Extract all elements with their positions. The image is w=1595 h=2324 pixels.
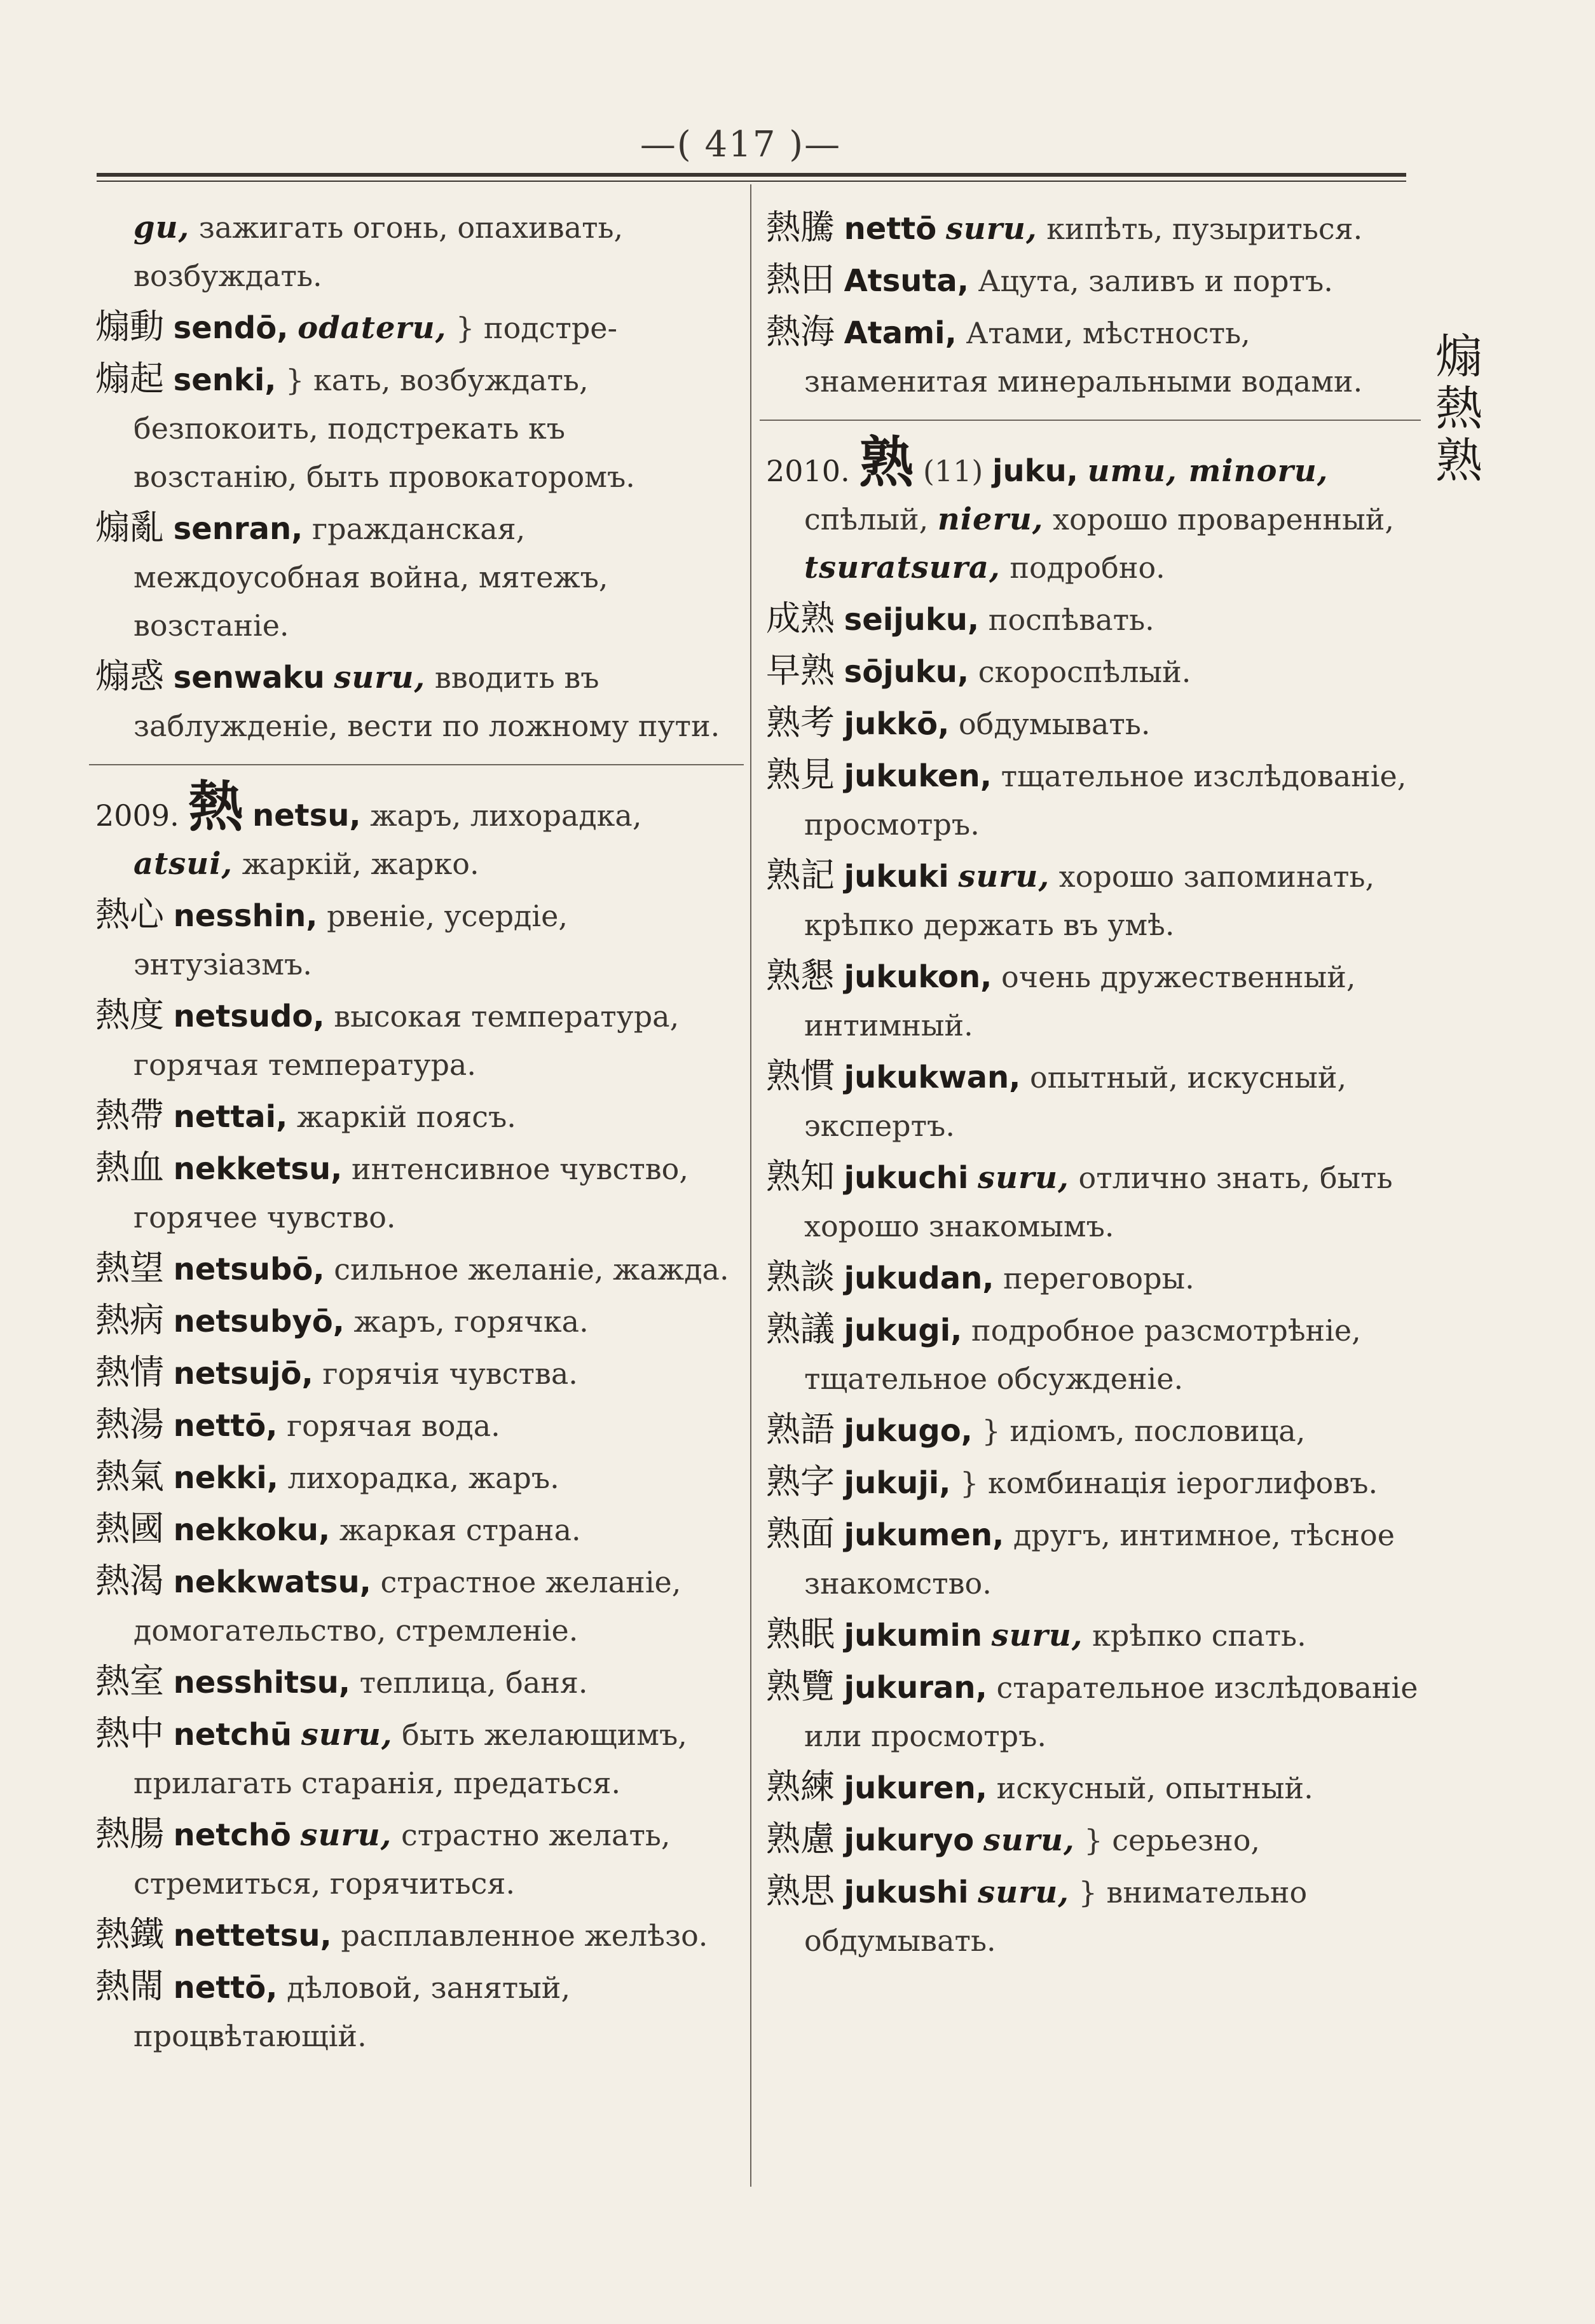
entry-kanji: 熱海 xyxy=(766,311,835,352)
entry-translation: } комбинація іероглифовъ. xyxy=(960,1466,1378,1500)
entry-kanji: 熟慮 xyxy=(766,1819,835,1859)
entry-translation: жаркій, жарко. xyxy=(242,847,479,881)
entry-romanization: jukumen, xyxy=(844,1517,1004,1553)
entry-translation: теплица, баня. xyxy=(359,1665,588,1700)
entry-romanization: netsubō, xyxy=(173,1252,325,1287)
entry-kanji: 熟眠 xyxy=(766,1614,835,1654)
dictionary-entry xyxy=(766,1405,1424,1455)
dictionary-entry xyxy=(766,431,1424,592)
dictionary-entry xyxy=(766,646,1424,696)
entry-kanji: 熟思 xyxy=(766,1871,835,1911)
entry-kanji: 熟語 xyxy=(766,1409,835,1449)
side-tab-char: 熟 xyxy=(1435,434,1482,488)
entry-kanji: 熱情 xyxy=(95,1352,164,1392)
entry-romanization: jukuchi xyxy=(844,1160,969,1196)
dictionary-entry xyxy=(95,1452,731,1502)
dictionary-entry xyxy=(95,891,731,988)
entry-translation: } подстре- xyxy=(456,311,618,345)
entry-romanization: jukumin xyxy=(844,1618,982,1653)
dictionary-entry xyxy=(95,1348,731,1398)
entry-romanization: nesshin, xyxy=(173,898,318,934)
entry-translation: интенсивное чувство, горячее чувство. xyxy=(133,1152,688,1234)
entry-kanji: 熱騰 xyxy=(766,207,835,247)
entry-translation: } внимательно обдумывать. xyxy=(804,1875,1308,1958)
entry-kanji: 熟懇 xyxy=(766,955,835,995)
entry-romanization: nesshitsu, xyxy=(173,1665,351,1700)
entry-kanji: 熱鐵 xyxy=(95,1914,164,1954)
entry-gloss-word: suru, xyxy=(991,1618,1083,1653)
dictionary-entry xyxy=(766,1510,1424,1608)
dictionary-entry xyxy=(95,652,731,750)
entry-translation: жаркій поясъ. xyxy=(296,1100,516,1134)
entry-translation: расплавленное желѣзо. xyxy=(341,1918,708,1953)
dictionary-entry xyxy=(95,1657,731,1707)
entry-translation: опытный, искусный, экспертъ. xyxy=(804,1060,1347,1143)
entry-translation: хорошо запоминать, крѣпко держать въ умѣ. xyxy=(804,859,1375,942)
entry-kanji: 熱望 xyxy=(95,1248,164,1288)
entry-translation: Атами, мѣстность, знаменитая минеральными водами. xyxy=(804,316,1363,399)
entry-gloss-word: gu, xyxy=(133,210,190,245)
page-number: —( 417 )— xyxy=(640,124,842,165)
entry-romanization: nekki, xyxy=(173,1460,278,1496)
entry-romanization: nekketsu, xyxy=(173,1151,343,1187)
entry-gloss-word: suru, xyxy=(334,660,426,695)
dictionary-entry xyxy=(95,1505,731,1554)
entry-translation: переговоры. xyxy=(1003,1261,1195,1295)
entry-kanji: 熱氣 xyxy=(95,1456,164,1496)
entry-gloss-word: suru, xyxy=(958,859,1050,894)
entry-kanji: 煽起 xyxy=(95,359,164,399)
entry-romanization: senki, xyxy=(173,362,277,398)
entry-kanji: 熟考 xyxy=(766,702,835,742)
dictionary-entry xyxy=(95,1910,731,1960)
entry-gloss-word: tsuratsura, xyxy=(804,550,1001,585)
entry-kanji: 熱度 xyxy=(95,995,164,1035)
entry-gloss-word: odateru, xyxy=(298,310,447,346)
entry-translation: вводить въ заблужденіе, вести по ложному пути. xyxy=(133,660,720,743)
dictionary-entry xyxy=(95,503,731,650)
entry-kanji: 熱病 xyxy=(95,1300,164,1340)
entry-number: 2009. xyxy=(95,798,179,833)
entry-gloss-word: suru, xyxy=(301,1717,393,1753)
entry-translation: подробно. xyxy=(1010,550,1165,585)
entry-translation: } кать, возбуждать, безпокоить, подстрекать къ возстанію, быть провокаторомъ. xyxy=(133,363,635,494)
dictionary-entry xyxy=(95,1091,731,1141)
dictionary-entry xyxy=(95,203,731,300)
entry-gloss-word: suru, xyxy=(945,211,1037,247)
entry-translation: спѣлый, xyxy=(804,502,929,537)
entry-romanization: jukushi xyxy=(844,1875,969,1910)
entry-translation: горячія чувства. xyxy=(322,1357,578,1391)
dictionary-entry xyxy=(95,355,731,501)
entry-romanization: jukkō, xyxy=(844,706,950,742)
entry-romanization: senran, xyxy=(173,511,303,547)
entry-gloss-word: suru, xyxy=(978,1160,1069,1196)
dictionary-entry xyxy=(766,1305,1424,1403)
section-separator xyxy=(760,420,1421,421)
dictionary-entry xyxy=(766,1152,1424,1250)
dictionary-entry xyxy=(766,699,1424,748)
entry-kanji: 熟面 xyxy=(766,1514,835,1554)
entry-translation: старательное изслѣдованіе или просмотръ. xyxy=(804,1671,1418,1753)
entry-romanization: jukuki xyxy=(844,859,949,894)
entry-translation: тщательное изслѣдованіе, просмотръ. xyxy=(804,759,1407,842)
entry-kanji: 熱湯 xyxy=(95,1404,164,1444)
entry-translation: зажигать огонь, опахивать, возбуждать. xyxy=(133,210,624,293)
column-divider xyxy=(750,184,751,2187)
entry-translation: искусный, опытный. xyxy=(996,1771,1313,1805)
dictionary-entry xyxy=(95,303,731,352)
entry-gloss-word: suru, xyxy=(300,1817,392,1853)
entry-romanization: juku, xyxy=(992,453,1078,489)
entry-kanji: 熱心 xyxy=(95,894,164,934)
section-separator xyxy=(89,764,744,765)
entry-kanji: 熱田 xyxy=(766,259,835,299)
entry-translation: страстно желать, стремиться, горячиться. xyxy=(133,1818,671,1901)
dictionary-entry xyxy=(95,1296,731,1346)
dictionary-entry xyxy=(95,1400,731,1450)
entry-kanji: 煽動 xyxy=(95,306,164,346)
dictionary-entry xyxy=(766,751,1424,849)
entry-romanization: nettō xyxy=(844,211,937,247)
entry-kanji: 熟見 xyxy=(766,755,835,795)
entry-kanji: 熱國 xyxy=(95,1508,164,1548)
entry-translation: скороспѣлый. xyxy=(978,655,1191,689)
entry-kanji: 成熟 xyxy=(766,598,835,638)
dictionary-entry xyxy=(95,1144,731,1241)
entry-translation: жаръ, горячка. xyxy=(353,1304,589,1339)
entry-romanization: sōjuku, xyxy=(844,654,969,690)
entry-translation: гражданская, междоусобная война, мятежъ, возстаніе. xyxy=(133,512,608,643)
entry-translation: страстное желаніе, домогательство, стремленіе. xyxy=(133,1565,681,1648)
entry-kanji: 煽亂 xyxy=(95,507,164,547)
entry-romanization: Atsuta, xyxy=(844,263,969,299)
dictionary-entry xyxy=(766,952,1424,1049)
dictionary-entry xyxy=(766,308,1424,406)
entry-translation: дѣловой, занятый, процвѣтающій. xyxy=(133,1971,571,2053)
entry-translation: обдумывать. xyxy=(958,707,1151,741)
header-rule xyxy=(97,173,1406,182)
side-tab-char: 熱 xyxy=(1435,381,1482,436)
entry-romanization: netsujō, xyxy=(173,1356,313,1391)
entry-kanji: 熟慣 xyxy=(766,1056,835,1096)
entry-romanization: jukugo, xyxy=(844,1413,973,1449)
entry-kanji: 熱血 xyxy=(95,1147,164,1187)
entry-translation: отлично знать, быть хорошо знакомымъ. xyxy=(804,1161,1393,1243)
entry-romanization: nettō, xyxy=(173,1970,278,2006)
headword-kanji: 熟 xyxy=(859,431,914,495)
dictionary-entry xyxy=(95,1244,731,1294)
dictionary-entry xyxy=(95,1962,731,2060)
entry-romanization: jukukwan, xyxy=(844,1060,1021,1095)
right-column xyxy=(766,203,1424,1967)
dictionary-entry xyxy=(766,1763,1424,1812)
entry-translation: крѣпко спать. xyxy=(1092,1618,1306,1653)
entry-romanization: nekkwatsu, xyxy=(173,1564,371,1600)
entry-kanji: 熱中 xyxy=(95,1713,164,1753)
entry-translation: } серьезно, xyxy=(1084,1823,1261,1857)
dictionary-entry xyxy=(766,1662,1424,1760)
entry-kanji: 熟記 xyxy=(766,855,835,895)
entry-translation: жаръ, лихорадка, xyxy=(370,798,642,833)
entry-romanization: netchū xyxy=(173,1717,292,1753)
entry-romanization: sendō, xyxy=(173,310,289,346)
entry-gloss-word: nieru, xyxy=(937,502,1044,537)
entry-romanization: nettai, xyxy=(173,1099,288,1135)
entry-kanji: 熟字 xyxy=(766,1461,835,1501)
entry-kanji: 熟練 xyxy=(766,1767,835,1807)
dictionary-entry xyxy=(95,991,731,1089)
entry-translation: } идіомъ, пословица, xyxy=(982,1414,1306,1448)
entry-romanization: Atami, xyxy=(844,315,957,351)
dictionary-entry xyxy=(766,594,1424,644)
entry-kanji: 熟覽 xyxy=(766,1666,835,1706)
entry-romanization: jukuryo xyxy=(844,1822,975,1858)
entry-kanji: 熟知 xyxy=(766,1156,835,1196)
entry-romanization: jukukon, xyxy=(844,959,992,995)
entry-romanization: netsudo, xyxy=(173,999,325,1034)
entry-kanji: 煽惑 xyxy=(95,656,164,696)
entry-kanji: 熟談 xyxy=(766,1257,835,1297)
entry-romanization: seijuku, xyxy=(844,602,980,638)
entry-gloss-word: suru, xyxy=(983,1822,1075,1858)
entry-gloss-word: atsui, xyxy=(133,846,233,882)
dictionary-entry xyxy=(766,1610,1424,1660)
entry-romanization: netsubyō, xyxy=(173,1304,345,1339)
dictionary-entry xyxy=(95,1557,731,1655)
entry-kanji: 熱室 xyxy=(95,1661,164,1701)
dictionary-entry xyxy=(766,1052,1424,1150)
dictionary-entry xyxy=(95,1810,731,1908)
stroke-count: (11) xyxy=(922,454,983,488)
side-index-tab xyxy=(1430,331,1488,487)
entry-romanization: nettō, xyxy=(173,1408,278,1444)
entry-translation: рвеніе, усердіе, энтузіазмъ. xyxy=(133,899,568,981)
dictionary-entry xyxy=(766,851,1424,949)
entry-romanization: jukuji, xyxy=(844,1465,951,1501)
entry-translation: высокая температура, горячая температура. xyxy=(133,999,680,1082)
entry-translation: очень дружественный, интимный. xyxy=(804,960,1356,1042)
entry-romanization: nekkoku, xyxy=(173,1512,331,1548)
entry-kanji: 熱渴 xyxy=(95,1561,164,1601)
left-column xyxy=(95,203,731,2063)
entry-translation: быть желающимъ, прилагать старанія, предаться. xyxy=(133,1718,687,1800)
dictionary-entry xyxy=(766,1458,1424,1507)
entry-translation: другъ, интимное, тѣсное знакомство. xyxy=(804,1518,1395,1601)
entry-kanji: 早熟 xyxy=(766,650,835,690)
entry-romanization: jukuken, xyxy=(844,758,992,794)
entry-romanization: nettetsu, xyxy=(173,1918,332,1953)
headword-kanji: 熱 xyxy=(188,776,243,839)
entry-kanji: 熱帶 xyxy=(95,1095,164,1135)
dictionary-entry xyxy=(95,1709,731,1807)
entry-kanji: 熟議 xyxy=(766,1309,835,1349)
entry-romanization: senwaku xyxy=(173,660,325,695)
entry-kanji: 熱腸 xyxy=(95,1814,164,1854)
dictionary-entry xyxy=(766,203,1424,253)
entry-romanization: jukuren, xyxy=(844,1770,987,1806)
entry-translation: жаркая страна. xyxy=(339,1513,581,1547)
side-tab-char: 煽 xyxy=(1435,329,1482,384)
entry-translation: лихорадка, жаръ. xyxy=(287,1461,559,1495)
dictionary-entry xyxy=(766,1253,1424,1302)
entry-number: 2010. xyxy=(766,454,850,488)
dictionary-entry xyxy=(766,256,1424,305)
entry-gloss-word: umu, minoru, xyxy=(1087,453,1329,489)
entry-romanization: jukuran, xyxy=(844,1670,987,1705)
entry-romanization: jukugi, xyxy=(844,1313,962,1348)
entry-translation: поспѣвать. xyxy=(988,603,1154,637)
entry-romanization: netsu, xyxy=(252,798,361,833)
entry-gloss-word: suru, xyxy=(978,1875,1069,1910)
entry-translation: кипѣть, пузыриться. xyxy=(1046,212,1363,246)
dictionary-entry xyxy=(766,1867,1424,1965)
entry-translation: подробное разсмотрѣніе, тщательное обсужденіе. xyxy=(804,1313,1361,1396)
entry-translation: Ацута, заливъ и портъ. xyxy=(978,264,1333,298)
entry-romanization: netchō xyxy=(173,1817,291,1853)
dictionary-entry xyxy=(95,776,731,888)
entry-romanization: jukudan, xyxy=(844,1261,994,1296)
entry-translation: горячая вода. xyxy=(287,1409,500,1443)
dictionary-entry xyxy=(766,1815,1424,1864)
entry-translation: хорошо проваренный, xyxy=(1053,502,1394,537)
entry-kanji: 熱閙 xyxy=(95,1966,164,2006)
entry-translation: сильное желаніе, жажда. xyxy=(334,1252,729,1287)
